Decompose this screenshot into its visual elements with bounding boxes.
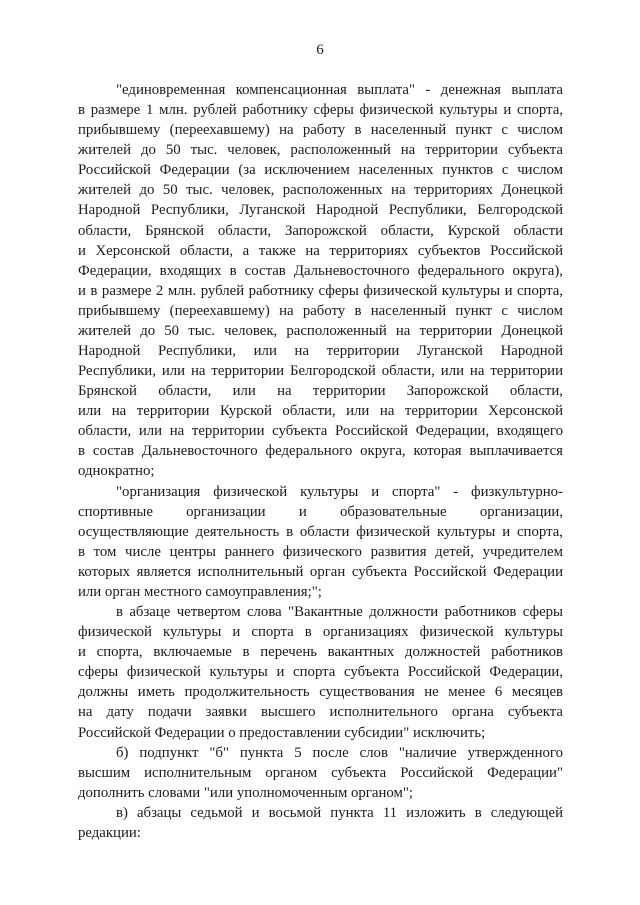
- text-line: которых является исполнительный орган субъекта Российской Федерации: [78, 563, 563, 580]
- document-body: [78, 80, 563, 843]
- text-line: однократно;: [78, 463, 155, 480]
- text-line: Республики, или на территории Белгородской области, или на территории: [78, 363, 563, 380]
- paragraph: [78, 80, 563, 482]
- text-line: области, Брянской области, Запорожской области, Курской области: [78, 222, 563, 239]
- text-line: "организация физической культуры и спорта" - физкультурно-: [116, 483, 563, 500]
- text-line: высшим исполнительным органом субъекта Российской Федерации": [78, 764, 563, 781]
- text-line: жителей до 50 тыс. человек, расположенный на территории субъекта: [78, 142, 563, 159]
- paragraph: [78, 803, 563, 843]
- text-line: редакции:: [78, 824, 141, 841]
- text-line: спортивные организации и образовательные организации,: [78, 503, 563, 520]
- text-line: должны иметь продолжительность существования не менее 6 месяцев: [78, 684, 563, 701]
- text-line: Федерации, входящих в состав Дальневосточного федерального округа),: [78, 262, 563, 279]
- text-line: б) подпункт "б" пункта 5 после слов "наличие утвержденного: [116, 744, 563, 761]
- text-line: Народной Республики, Луганской Народной Республики, Белгородской: [78, 202, 563, 219]
- text-line: в абзаце четвертом слова "Вакантные должности работников сферы: [116, 604, 563, 621]
- text-line: прибывшему (переехавшему) на работу в населенный пункт с числом: [78, 122, 563, 139]
- paragraph: [78, 602, 563, 743]
- text-line: жителей до 50 тыс. человек, расположенных на территориях Донецкой: [78, 182, 563, 199]
- text-line: Народной Республики, или на территории Луганской Народной: [78, 343, 563, 360]
- text-line: дополнить словами "или уполномоченным органом";: [78, 784, 413, 801]
- text-line: физической культуры и спорта в организациях физической культуры: [78, 624, 563, 641]
- text-line: Брянской области, или на территории Запорожской области,: [78, 383, 563, 400]
- text-line: в том числе центры раннего физического развития детей, учредителем: [78, 543, 563, 560]
- text-line: Российской Федерации о предоставлении субсидии" исключить;: [78, 724, 486, 741]
- paragraph: [78, 743, 563, 803]
- text-line: в) абзацы седьмой и восьмой пункта 11 изложить в следующей: [116, 804, 563, 821]
- text-line: осуществляющие деятельность в области физической культуры и спорта,: [78, 523, 563, 540]
- text-line: на дату подачи заявки высшего исполнительного органа субъекта: [78, 704, 563, 721]
- paragraph: [78, 482, 563, 602]
- text-line: жителей до 50 тыс. человек, расположенный на территории Донецкой: [78, 322, 563, 339]
- text-line: "единовременная компенсационная выплата" - денежная выплата: [116, 82, 563, 98]
- text-line: и спорта, включаемые в перечень вакантных должностей работников: [78, 644, 563, 661]
- text-line: сферы физической культуры и спорта субъекта Российской Федерации,: [78, 664, 563, 681]
- text-line: или на территории Курской области, или на территории Херсонской: [78, 403, 563, 420]
- text-line: области, или на территории субъекта Российской Федерации, входящего: [78, 423, 563, 440]
- page-number: 6: [316, 42, 324, 58]
- text-line: Российской Федерации (за исключением населенных пунктов с числом: [78, 162, 563, 179]
- text-line: и в размере 2 млн. рублей работнику сферы физической культуры и спорта,: [78, 282, 563, 299]
- text-line: или орган местного самоуправления;";: [78, 583, 322, 600]
- text-line: и Херсонской области, а также на территориях субъектов Российской: [78, 242, 563, 259]
- text-line: в состав Дальневосточного федерального округа, которая выплачивается: [78, 443, 563, 460]
- text-line: в размере 1 млн. рублей работнику сферы физической культуры и спорта,: [78, 102, 563, 119]
- text-line: прибывшему (переехавшему) на работу в населенный пункт с числом: [78, 302, 563, 319]
